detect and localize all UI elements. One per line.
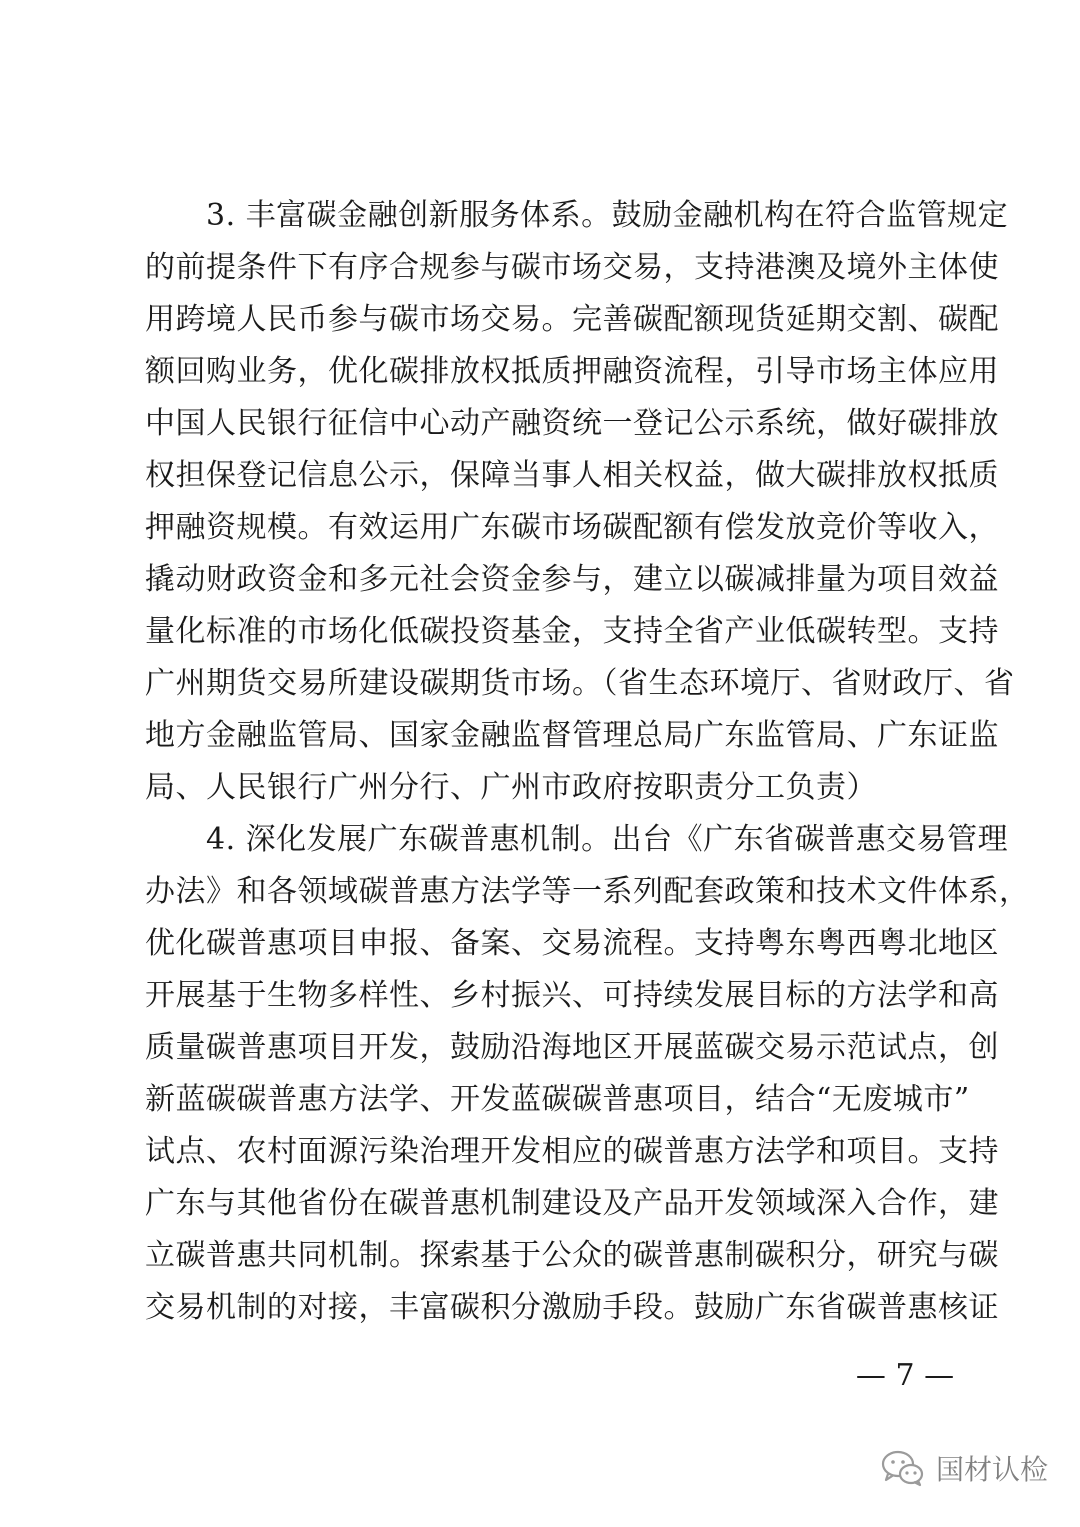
paragraph-line: 的前提条件下有序合规参与碳市场交易，支持港澳及境外主体使	[145, 250, 999, 285]
paragraph-line: 局、人民银行广州分行、广州市政府按职责分工负责）	[145, 770, 877, 805]
paragraph-line: 质量碳普惠项目开发，鼓励沿海地区开展蓝碳交易示范试点，创	[145, 1030, 999, 1065]
paragraph-line: 量化标准的市场化低碳投资基金，支持全省产业低碳转型。支持	[145, 614, 999, 649]
paragraph-line: 押融资规模。有效运用广东碳市场碳配额有偿发放竞价等收入，	[145, 510, 999, 545]
paragraph-line: 立碳普惠共同机制。探索基于公众的碳普惠制碳积分，研究与碳	[145, 1238, 999, 1273]
wechat-icon	[880, 1448, 926, 1488]
watermark	[880, 1440, 1048, 1496]
watermark-text: 国材认检	[936, 1453, 1049, 1486]
paragraph-line: 试点、农村面源污染治理开发相应的碳普惠方法学和项目。支持	[145, 1134, 999, 1169]
paragraph-line: 权担保登记信息公示，保障当事人相关权益，做大碳排放权抵质	[145, 458, 999, 493]
paragraph-line: 用跨境人民币参与碳市场交易。完善碳配额现货延期交割、碳配	[145, 302, 999, 337]
page-number: — 7 —	[855, 1358, 955, 1393]
paragraph-line: 广东与其他省份在碳普惠机制建设及产品开发领域深入合作，建	[145, 1186, 999, 1221]
paragraph-line: 撬动财政资金和多元社会资金参与，建立以碳减排量为项目效益	[145, 562, 999, 597]
paragraph-line: 新蓝碳碳普惠方法学、开发蓝碳碳普惠项目，结合“无废城市”	[145, 1082, 970, 1117]
paragraph-line: 地方金融监管局、国家金融监督管理总局广东监管局、广东证监	[145, 718, 999, 753]
paragraph-line: 交易机制的对接，丰富碳积分激励手段。鼓励广东省碳普惠核证	[145, 1290, 999, 1325]
paragraph-line: 4. 深化发展广东碳普惠机制。出台《广东省碳普惠交易管理	[206, 822, 1009, 857]
paragraph-line: 办法》和各领域碳普惠方法学等一系列配套政策和技术文件体系，	[145, 874, 1030, 909]
paragraph-line: 额回购业务，优化碳排放权抵质押融资流程，引导市场主体应用	[145, 354, 999, 389]
paragraph-line: 3. 丰富碳金融创新服务体系。鼓励金融机构在符合监管规定	[206, 198, 1009, 233]
paragraph-line: 中国人民银行征信中心动产融资统一登记公示系统，做好碳排放	[145, 406, 999, 441]
paragraph-line: 广州期货交易所建设碳期货市场。（省生态环境厅、省财政厅、省	[145, 666, 1015, 701]
paragraph-line: 优化碳普惠项目申报、备案、交易流程。支持粤东粤西粤北地区	[145, 926, 999, 961]
paragraph-line: 开展基于生物多样性、乡村振兴、可持续发展目标的方法学和高	[145, 978, 999, 1013]
